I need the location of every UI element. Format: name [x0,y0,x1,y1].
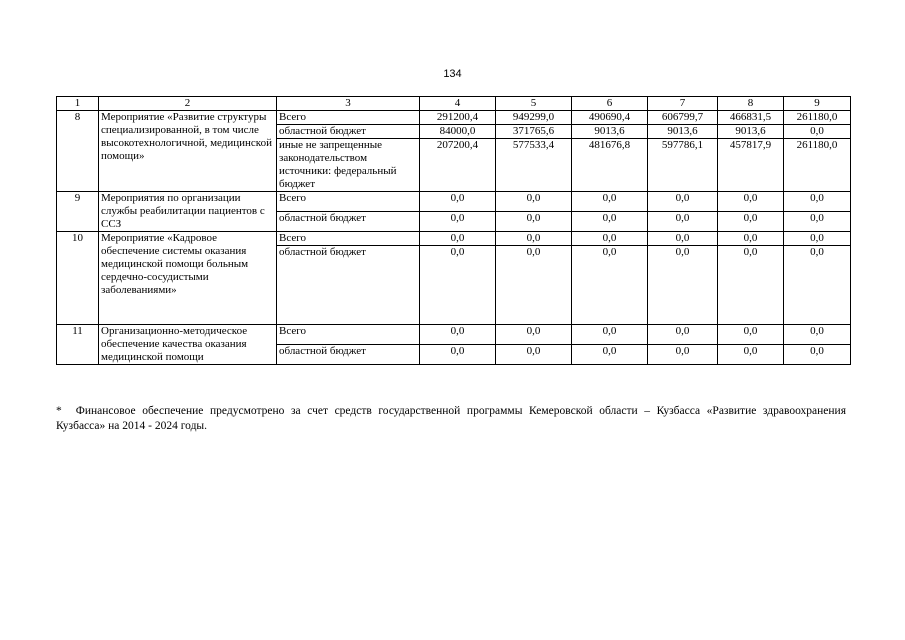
funding-source: Всего [277,192,420,212]
funding-source: Всего [277,325,420,345]
value-cell: 0,0 [648,246,718,325]
footnote-text: Финансовое обеспечение предусмотрено за счет средств государственной программы Кемеровской области – Кузбасса «Развитие здравоохранения Кузбасса» на 2014 - 2024 годы. [56,405,846,432]
value-cell: 466831,5 [718,111,784,125]
value-cell: 0,0 [496,232,572,246]
funding-source: Всего [277,232,420,246]
value-cell: 261180,0 [784,139,851,192]
table-row [57,325,851,345]
funding-source: иные не запрещенные законодательством источники: федеральный бюджет [277,139,420,192]
value-cell: 0,0 [496,325,572,345]
value-cell: 84000,0 [420,125,496,139]
value-cell: 0,0 [718,345,784,365]
header-cell: 4 [420,97,496,111]
value-cell: 0,0 [572,246,648,325]
table-row [57,111,851,125]
budget-table [56,96,851,365]
header-cell: 6 [572,97,648,111]
value-cell: 291200,4 [420,111,496,125]
value-cell: 0,0 [420,345,496,365]
value-cell: 0,0 [784,125,851,139]
value-cell: 0,0 [420,246,496,325]
value-cell: 0,0 [718,246,784,325]
value-cell: 0,0 [648,212,718,232]
value-cell: 481676,8 [572,139,648,192]
measure-title: Организационно-методическое обеспечение качества оказания медицинской помощи [99,325,277,365]
row-number: 8 [57,111,99,192]
funding-source: областной бюджет [277,246,420,325]
value-cell: 0,0 [572,345,648,365]
footnote [56,404,846,434]
value-cell: 0,0 [496,192,572,212]
measure-title: Мероприятие «Кадровое обеспечение системы оказания медицинской помощи больным сердечно-сосудистыми заболеваниями» [99,232,277,325]
value-cell: 0,0 [648,232,718,246]
value-cell: 606799,7 [648,111,718,125]
value-cell: 0,0 [496,212,572,232]
value-cell: 0,0 [784,192,851,212]
value-cell: 0,0 [784,325,851,345]
value-cell: 0,0 [420,232,496,246]
footnote-marker: * [56,405,62,417]
value-cell: 0,0 [648,325,718,345]
value-cell: 0,0 [718,212,784,232]
header-cell: 9 [784,97,851,111]
row-number: 11 [57,325,99,365]
funding-source: Всего [277,111,420,125]
value-cell: 0,0 [784,246,851,325]
value-cell: 0,0 [572,212,648,232]
value-cell: 9013,6 [648,125,718,139]
value-cell: 0,0 [496,246,572,325]
header-cell: 1 [57,97,99,111]
table-row [57,232,851,246]
value-cell: 0,0 [648,192,718,212]
value-cell: 0,0 [648,345,718,365]
row-number: 10 [57,232,99,325]
header-cell: 3 [277,97,420,111]
value-cell: 0,0 [718,325,784,345]
row-number: 9 [57,192,99,232]
value-cell: 0,0 [420,192,496,212]
header-cell: 8 [718,97,784,111]
value-cell: 457817,9 [718,139,784,192]
value-cell: 597786,1 [648,139,718,192]
value-cell: 0,0 [572,192,648,212]
funding-source: областной бюджет [277,212,420,232]
header-cell: 7 [648,97,718,111]
header-cell: 5 [496,97,572,111]
funding-source: областной бюджет [277,345,420,365]
value-cell: 207200,4 [420,139,496,192]
measure-title: Мероприятия по организации службы реабилитации пациентов с ССЗ [99,192,277,232]
funding-source: областной бюджет [277,125,420,139]
value-cell: 0,0 [572,232,648,246]
value-cell: 577533,4 [496,139,572,192]
value-cell: 0,0 [420,212,496,232]
value-cell: 0,0 [784,232,851,246]
value-cell: 0,0 [784,212,851,232]
value-cell: 0,0 [572,325,648,345]
value-cell: 9013,6 [718,125,784,139]
value-cell: 371765,6 [496,125,572,139]
value-cell: 490690,4 [572,111,648,125]
value-cell: 0,0 [496,345,572,365]
value-cell: 261180,0 [784,111,851,125]
page-number: 134 [443,68,462,80]
measure-title: Мероприятие «Развитие структуры специализированной, в том числе высокотехнологичной, медицинской помощи» [99,111,277,192]
table-row [57,192,851,212]
value-cell: 0,0 [420,325,496,345]
value-cell: 0,0 [718,232,784,246]
table-header-row [57,97,851,111]
value-cell: 949299,0 [496,111,572,125]
value-cell: 0,0 [718,192,784,212]
header-cell: 2 [99,97,277,111]
value-cell: 0,0 [784,345,851,365]
value-cell: 9013,6 [572,125,648,139]
